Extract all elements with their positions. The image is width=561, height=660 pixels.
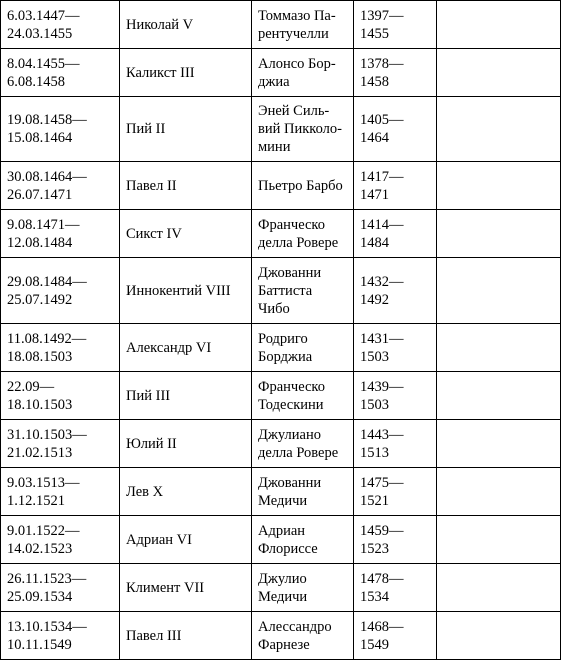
life-years-cell: 1432— 1492	[354, 258, 437, 324]
pontificate-dates-cell: 29.08.1484— 25.07.1492	[1, 258, 120, 324]
life-years-cell: 1468— 1549	[354, 612, 437, 660]
birth-name-cell: Франческо Тодескини	[252, 372, 354, 420]
empty-cell	[437, 612, 561, 660]
papal-name-cell: Иннокентий VIII	[120, 258, 252, 324]
table-body	[1, 1, 561, 660]
papal-name-cell: Сикст IV	[120, 210, 252, 258]
empty-cell	[437, 162, 561, 210]
empty-cell	[437, 210, 561, 258]
life-years-cell: 1431— 1503	[354, 324, 437, 372]
table-row	[1, 564, 561, 612]
empty-cell	[437, 49, 561, 97]
pontificate-dates-cell: 19.08.1458— 15.08.1464	[1, 97, 120, 162]
papal-name-cell: Юлий II	[120, 420, 252, 468]
papal-name-cell: Адриан VI	[120, 516, 252, 564]
papal-name-cell: Александр VI	[120, 324, 252, 372]
birth-name-cell: Джованни Медичи	[252, 468, 354, 516]
empty-cell	[437, 324, 561, 372]
empty-cell	[437, 372, 561, 420]
table-row	[1, 1, 561, 49]
life-years-cell: 1478— 1534	[354, 564, 437, 612]
papal-name-cell: Пий III	[120, 372, 252, 420]
pontificate-dates-cell: 11.08.1492— 18.08.1503	[1, 324, 120, 372]
pontificate-dates-cell: 9.03.1513— 1.12.1521	[1, 468, 120, 516]
table-row	[1, 420, 561, 468]
birth-name-cell: Родриго Борджиа	[252, 324, 354, 372]
life-years-cell: 1414— 1484	[354, 210, 437, 258]
table-row	[1, 468, 561, 516]
pontificate-dates-cell: 9.01.1522— 14.02.1523	[1, 516, 120, 564]
empty-cell	[437, 97, 561, 162]
papal-name-cell: Лев X	[120, 468, 252, 516]
birth-name-cell: Эней Силь- вий Пикколо- мини	[252, 97, 354, 162]
table-row	[1, 258, 561, 324]
life-years-cell: 1459— 1523	[354, 516, 437, 564]
pontificate-dates-cell: 9.08.1471— 12.08.1484	[1, 210, 120, 258]
pontificate-dates-cell: 13.10.1534— 10.11.1549	[1, 612, 120, 660]
birth-name-cell: Джулиано делла Ровере	[252, 420, 354, 468]
table-row	[1, 612, 561, 660]
table-row	[1, 324, 561, 372]
birth-name-cell: Адриан Флориссе	[252, 516, 354, 564]
table-row	[1, 372, 561, 420]
papal-name-cell: Каликст III	[120, 49, 252, 97]
pontificate-dates-cell: 26.11.1523— 25.09.1534	[1, 564, 120, 612]
empty-cell	[437, 420, 561, 468]
papal-name-cell: Пий II	[120, 97, 252, 162]
table-row	[1, 516, 561, 564]
table-row	[1, 210, 561, 258]
pontificate-dates-cell: 31.10.1503— 21.02.1513	[1, 420, 120, 468]
birth-name-cell: Пьетро Барбо	[252, 162, 354, 210]
pontificate-dates-cell: 22.09— 18.10.1503	[1, 372, 120, 420]
life-years-cell: 1443— 1513	[354, 420, 437, 468]
pontificate-dates-cell: 30.08.1464— 26.07.1471	[1, 162, 120, 210]
life-years-cell: 1378— 1458	[354, 49, 437, 97]
empty-cell	[437, 468, 561, 516]
life-years-cell: 1405— 1464	[354, 97, 437, 162]
birth-name-cell: Джованни Баттиста Чибо	[252, 258, 354, 324]
life-years-cell: 1397— 1455	[354, 1, 437, 49]
table-row	[1, 49, 561, 97]
empty-cell	[437, 564, 561, 612]
birth-name-cell: Томмазо Па- рентучелли	[252, 1, 354, 49]
papal-name-cell: Павел II	[120, 162, 252, 210]
birth-name-cell: Джулио Медичи	[252, 564, 354, 612]
table-row	[1, 162, 561, 210]
life-years-cell: 1417— 1471	[354, 162, 437, 210]
papal-name-cell: Павел III	[120, 612, 252, 660]
table-row	[1, 97, 561, 162]
pontificate-dates-cell: 6.03.1447— 24.03.1455	[1, 1, 120, 49]
life-years-cell: 1439— 1503	[354, 372, 437, 420]
life-years-cell: 1475— 1521	[354, 468, 437, 516]
birth-name-cell: Алонсо Бор- джиа	[252, 49, 354, 97]
birth-name-cell: Алессандро Фарнезе	[252, 612, 354, 660]
pontificate-dates-cell: 8.04.1455— 6.08.1458	[1, 49, 120, 97]
birth-name-cell: Франческо делла Ровере	[252, 210, 354, 258]
papal-name-cell: Климент VII	[120, 564, 252, 612]
empty-cell	[437, 1, 561, 49]
empty-cell	[437, 258, 561, 324]
empty-cell	[437, 516, 561, 564]
papal-name-cell: Николай V	[120, 1, 252, 49]
